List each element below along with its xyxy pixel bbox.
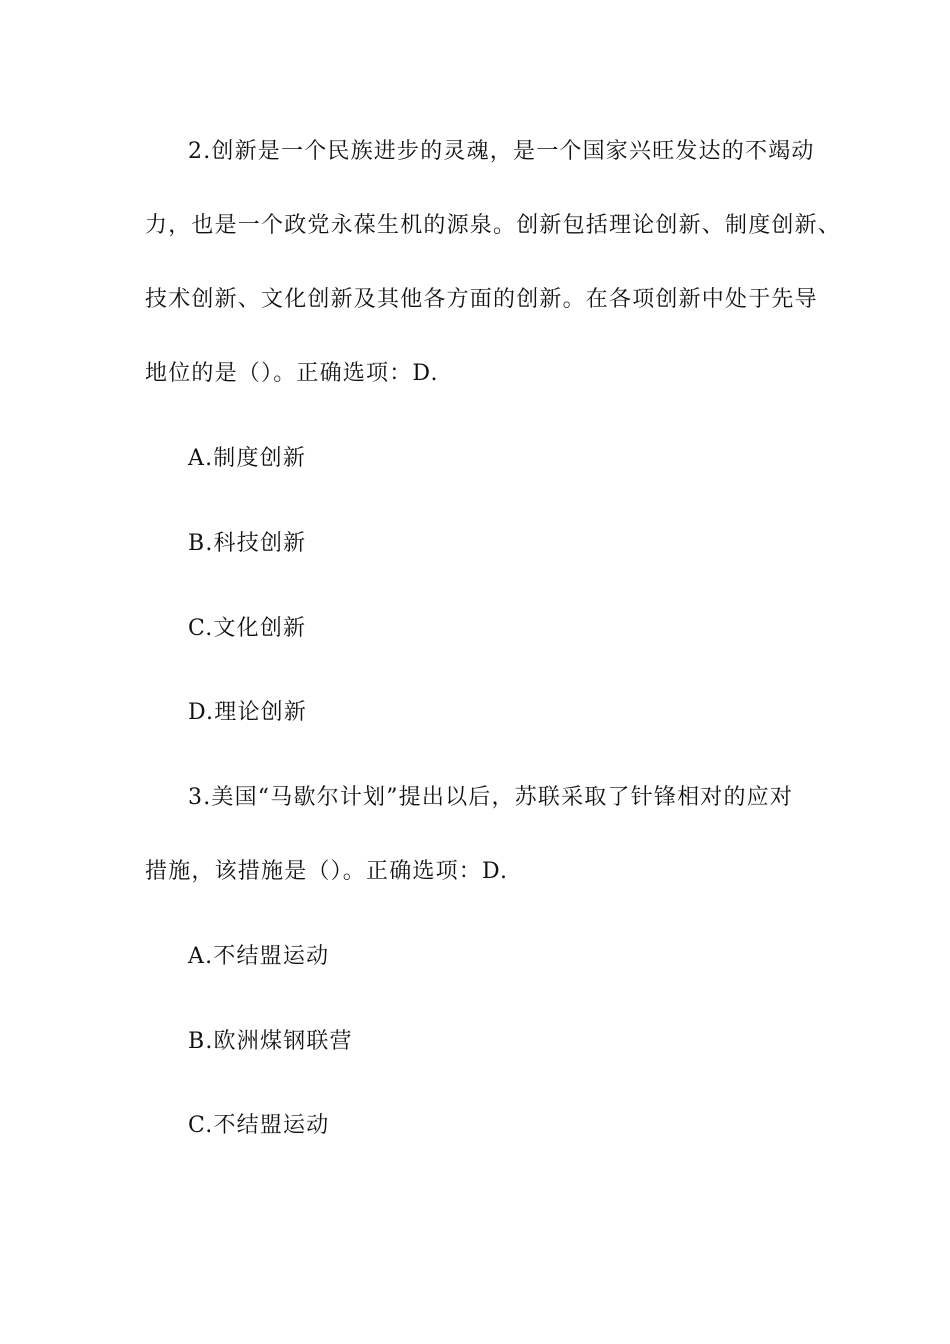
question-2-stem-line-2: 力，也是一个政党永葆生机的源泉。创新包括理论创新、制度创新、 — [145, 213, 842, 238]
question-3-option-b: B.欧洲煤钢联营 — [188, 1029, 353, 1054]
question-3-option-a: A.不结盟运动 — [188, 944, 330, 969]
question-2-option-d: D.理论创新 — [188, 700, 308, 725]
question-2-option-a: A.制度创新 — [188, 446, 307, 471]
question-2-stem-line-1: 2.创新是一个民族进步的灵魂，是一个国家兴旺发达的不竭动 — [188, 139, 815, 164]
question-3-stem-line-2: 措施，该措施是（）。正确选项：D. — [145, 859, 509, 884]
question-3-stem-line-1: 3.美国“马歇尔计划”提出以后，苏联采取了针锋相对的应对 — [188, 785, 794, 810]
question-2-option-b: B.科技创新 — [188, 531, 307, 556]
question-2-stem-line-3: 技术创新、文化创新及其他各方面的创新。在各项创新中处于先导 — [145, 287, 818, 312]
question-2-stem-line-4: 地位的是（）。正确选项：D. — [145, 361, 439, 386]
question-2-option-c: C.文化创新 — [188, 616, 307, 641]
question-3-option-c: C.不结盟运动 — [188, 1113, 330, 1138]
